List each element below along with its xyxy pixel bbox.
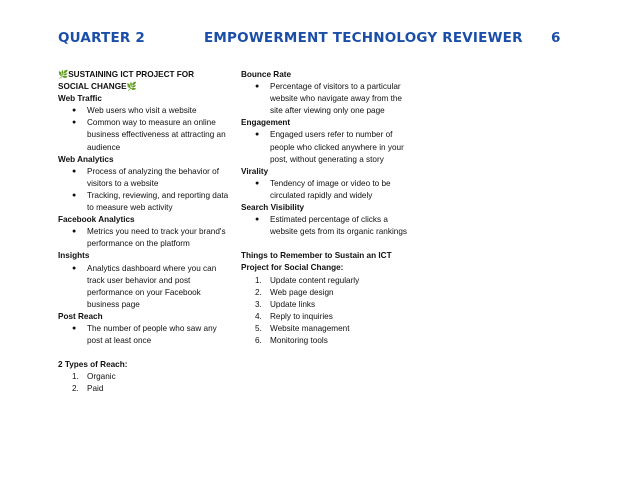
list-item: 2. Web page design <box>255 287 334 297</box>
bullet-list <box>241 81 416 117</box>
bullet-list <box>58 166 233 214</box>
section-heading: Search Visibility <box>241 203 305 213</box>
section-heading: 2 Types of Reach: <box>58 360 128 370</box>
list-item: 1. Update content regularly <box>255 275 360 285</box>
bullet-list <box>58 263 233 311</box>
leaf-icon: 🌿 <box>126 82 137 92</box>
list-item: ● Tracking, reviewing, and reporting data to measure web activity <box>58 190 233 214</box>
list-item: ● Web users who visit a website <box>58 105 233 117</box>
list-item: ● Estimated percentage of clicks a website gets from its organic rankings <box>241 214 416 238</box>
list-item: ● Engaged users refer to number of people who clicked anywhere in your post, without generating a story <box>241 129 416 165</box>
bullet-list <box>58 105 233 153</box>
section-heading: Post Reach <box>58 311 103 321</box>
list-item: ● Tendency of image or video to be circulated rapidly and widely <box>241 178 416 202</box>
section-heading: Web Traffic <box>58 94 102 104</box>
list-item: ● The number of people who saw any post at least once <box>58 323 233 347</box>
list-item: ● Process of analyzing the behavior of visitors to a website <box>58 166 233 190</box>
bullet-list <box>241 129 416 165</box>
main-title: 🌿SUSTAINING ICT PROJECT FOR SOCIAL CHANGE🌿 <box>58 70 195 92</box>
left-column <box>58 69 233 395</box>
list-item: ● Analytics dashboard where you can track user behavior and post performance on your Facebook business page <box>58 263 233 311</box>
list-item: 6. Monitoring tools <box>255 335 328 345</box>
numbered-list <box>241 275 416 348</box>
numbered-list <box>58 371 233 395</box>
section-heading: Insights <box>58 251 90 261</box>
list-item: 3. Update links <box>255 299 316 309</box>
list-item: ● Common way to measure an online business effectiveness at attracting an audience <box>58 117 233 153</box>
bullet-list <box>58 226 233 250</box>
bullet-list <box>241 214 416 238</box>
list-item: 2. Paid <box>72 384 104 394</box>
section-heading: Bounce Rate <box>241 70 292 79</box>
section-heading: Engagement <box>241 118 291 128</box>
list-item: 5. Website management <box>255 323 350 333</box>
list-item: ● Metrics you need to track your brand's performance on the platform <box>58 226 233 250</box>
quarter-label: QUARTER 2 <box>58 30 145 46</box>
list-item: 4. Reply to inquiries <box>255 311 333 321</box>
list-item: ● Percentage of visitors to a particular website who navigate away from the site after viewing only one page <box>241 81 416 117</box>
section-heading: Facebook Analytics <box>58 215 135 225</box>
section-heading: Web Analytics <box>58 154 114 164</box>
section-heading: Virality <box>241 166 269 176</box>
bullet-list <box>58 323 233 347</box>
section-heading: Things to Remember to Sustain an ICT Project for Social Change: <box>241 251 392 273</box>
right-column <box>241 69 416 347</box>
bullet-list <box>241 178 416 202</box>
leaf-icon: 🌿 <box>58 70 69 79</box>
list-item: 1. Organic <box>72 372 116 382</box>
page-number: 6 <box>551 30 561 46</box>
document-title: EMPOWERMENT TECHNOLOGY REVIEWER <box>204 30 523 46</box>
